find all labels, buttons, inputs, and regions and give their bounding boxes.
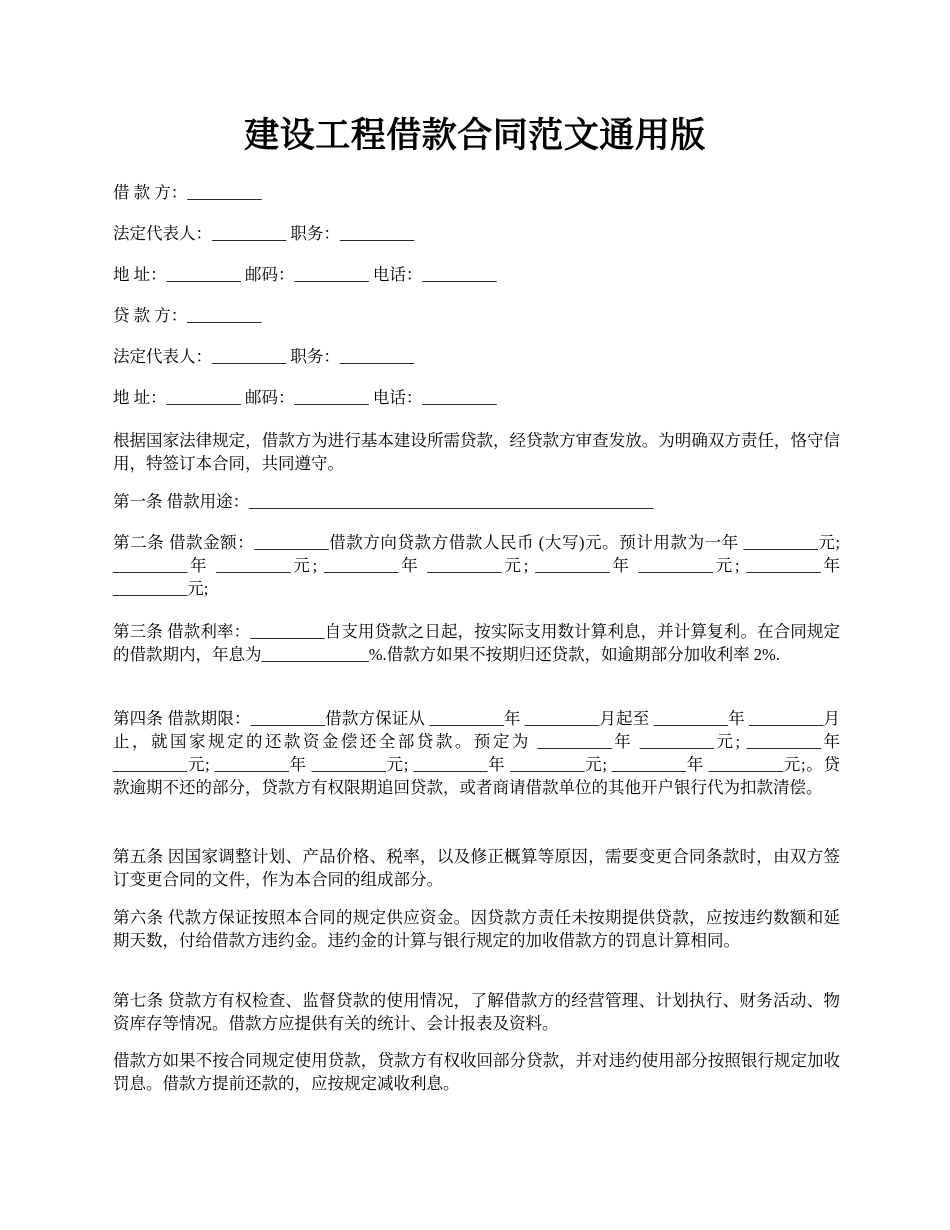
article-6-paragraph: 第六条 代款方保证按照本合同的规定供应资金。因贷款方责任未按期提供贷款，应按违约数额和延期天数，付给借款方违约金。违约金的计算与银行规定的加收借款方的罚息计算相同。 (113, 908, 840, 950)
borrower-name-line: 借 款 方：_________ (113, 183, 262, 202)
article-1-paragraph: 第一条 借款用途：_________________________________________________ (113, 492, 654, 511)
article-5-paragraph: 第五条 因国家调整计划、产品价格、税率，以及修正概算等原因，需要变更合同条款时，由双方签订变更合同的文件，作为本合同的组成部分。 (113, 847, 840, 889)
borrower-address-line: 地 址：_________ 邮码：_________ 电话：_________ (113, 265, 497, 284)
lender-representative-line: 法定代表人：_________ 职务：_________ (113, 347, 415, 366)
lender-address-line: 地 址：_________ 邮码：_________ 电话：_________ (113, 388, 497, 407)
lender-name-line: 贷 款 方：_________ (113, 306, 262, 325)
article-4-paragraph: 第四条 借款期限：_________借款方保证从 _________年 _________月起至 _________年 _________月止，就国家规定的还款资金偿还全部贷款。预定为 _________年 _________元; _________年 _________元; _________年 _________元; _________年 _________元; _________年 _________元;。贷款逾期不还的部分，贷款方有权限期追回贷款，或者商请借款单位的其他开户银行代为扣款清偿。 (113, 709, 840, 797)
document-title: 建设工程借款合同范文通用版 (244, 116, 706, 155)
article-3-paragraph: 第三条 借款利率：_________自支用贷款之日起，按实际支用数计算利息，并计算复利。在合同规定的借款期内，年息为_____________%.借款方如果不按期归还贷款，如逾期部分加收利率 2%. (113, 622, 840, 664)
penalty-paragraph: 借款方如果不按合同规定使用贷款，贷款方有权收回部分贷款，并对违约使用部分按照银行规定加收罚息。借款方提前还款的，应按规定减收利息。 (113, 1051, 840, 1093)
borrower-representative-line: 法定代表人：_________ 职务：_________ (113, 224, 415, 243)
article-7-paragraph: 第七条 贷款方有权检查、监督贷款的使用情况，了解借款方的经营管理、计划执行、财务活动、物资库存等情况。借款方应提供有关的统计、会计报表及资料。 (113, 991, 840, 1033)
article-2-paragraph: 第二条 借款金额：_________借款方向贷款方借款人民币 (大写)元。预计用款为一年 _________元; _________年 _________元; _________年 _________元; _________年 _________元; _________年 _________元; (113, 533, 840, 598)
preamble-paragraph: 根据国家法律规定，借款方为进行基本建设所需贷款，经贷款方审查发放。为明确双方责任，恪守信用，特签订本合同，共同遵守。 (113, 431, 840, 473)
